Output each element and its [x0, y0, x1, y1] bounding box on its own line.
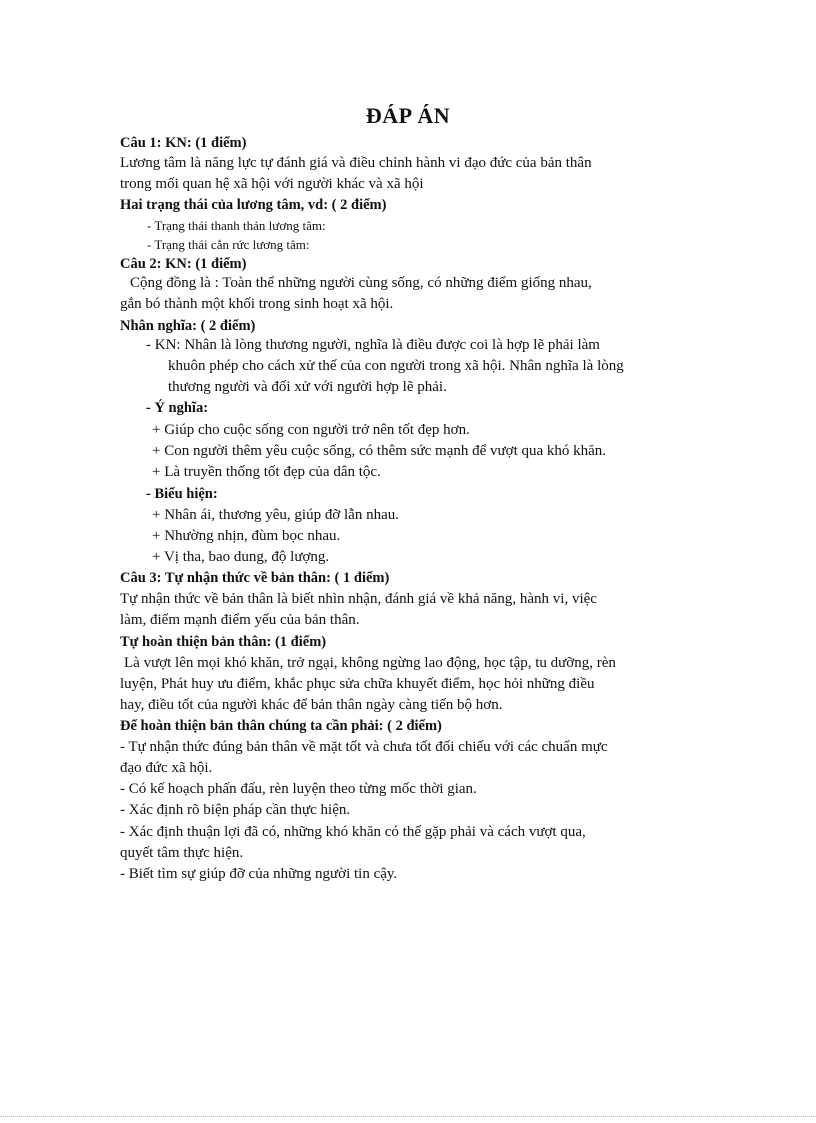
- question-1-heading: Câu 1: KN: (1 điểm): [120, 135, 247, 151]
- list-item: - Tự nhận thức đúng bản thân về mặt tốt và chưa tốt đối chiếu với các chuẩn mực: [120, 739, 608, 755]
- list-item: + Nhân ái, thương yêu, giúp đỡ lẫn nhau.: [152, 507, 399, 523]
- page-bottom-border: [0, 1116, 816, 1117]
- section-heading: Tự hoàn thiện bản thân: (1 điểm): [120, 634, 327, 650]
- list-item: - KN: Nhân là lòng thương người, nghĩa là điều được coi là hợp lẽ phải làm: [146, 337, 600, 353]
- text-line: Cộng đồng là : Toàn thể những người cùng sống, có những điểm giống nhau,: [130, 275, 592, 291]
- text-line: Tự nhận thức về bản thân là biết nhìn nhận, đánh giá về khả năng, hành vi, việc: [120, 591, 597, 607]
- list-item: - Xác định thuận lợi đã có, những khó khăn có thể gặp phải và cách vượt qua,: [120, 824, 586, 840]
- list-item: - Có kế hoạch phấn đấu, rèn luyện theo từng mốc thời gian.: [120, 781, 477, 797]
- list-item: + Nhường nhịn, đùm bọc nhau.: [152, 528, 341, 544]
- text-line: luyện, Phát huy ưu điểm, khắc phục sửa chữa khuyết điểm, học hỏi những điều: [120, 676, 595, 692]
- list-item: - Ý nghĩa:: [146, 400, 209, 416]
- section-heading: Nhân nghĩa: ( 2 điểm): [120, 318, 256, 334]
- text-line: hay, điều tốt của người khác để bản thân ngày càng tiến bộ hơn.: [120, 697, 503, 713]
- question-2-heading: Câu 2: KN: (1 điểm): [120, 256, 247, 272]
- text-line: trong mối quan hệ xã hội với người khác và xã hội: [120, 176, 424, 192]
- section-heading: Để hoàn thiện bản thân chúng ta cần phải: ( 2 điểm): [120, 718, 442, 734]
- text-line: gắn bó thành một khối trong sinh hoạt xã hội.: [120, 296, 394, 312]
- list-item: - Biểu hiện:: [146, 486, 218, 502]
- list-item: - Trạng thái cắn rức lương tâm:: [147, 237, 310, 252]
- list-item: - Trạng thái thanh thản lương tâm:: [147, 218, 326, 233]
- text-line: làm, điểm mạnh điểm yếu của bản thân.: [120, 612, 360, 628]
- list-item: + Giúp cho cuộc sống con người trở nên tốt đẹp hơn.: [152, 422, 470, 438]
- list-item: + Là truyền thống tốt đẹp của dân tộc.: [152, 464, 381, 480]
- page-title: ĐÁP ÁN: [365, 103, 451, 128]
- list-item: + Vị tha, bao dung, độ lượng.: [152, 549, 330, 565]
- section-heading: Hai trạng thái của lương tâm, vd: ( 2 điểm): [120, 197, 387, 213]
- text-line: khuôn phép cho cách xử thế của con người trong xã hội. Nhân nghĩa là lòng: [168, 358, 624, 374]
- question-3-heading: Câu 3: Tự nhận thức về bản thân: ( 1 điểm): [120, 570, 390, 586]
- list-item: - Biết tìm sự giúp đỡ của những người tin cậy.: [120, 866, 398, 882]
- text-line: Là vượt lên mọi khó khăn, trở ngại, không ngừng lao động, học tập, tu dưỡng, rèn: [124, 655, 616, 671]
- text-line: thương người và đối xử với người hợp lẽ phải.: [168, 379, 447, 395]
- text-line: Lương tâm là năng lực tự đánh giá và điều chỉnh hành vi đạo đức của bản thân: [120, 155, 592, 171]
- text-line: đạo đức xã hội.: [120, 760, 213, 776]
- list-item: - Xác định rõ biện pháp cần thực hiện.: [120, 802, 351, 818]
- text-line: quyết tâm thực hiện.: [120, 845, 244, 861]
- list-item: + Con người thêm yêu cuộc sống, có thêm sức mạnh để vượt qua khó khăn.: [152, 443, 607, 459]
